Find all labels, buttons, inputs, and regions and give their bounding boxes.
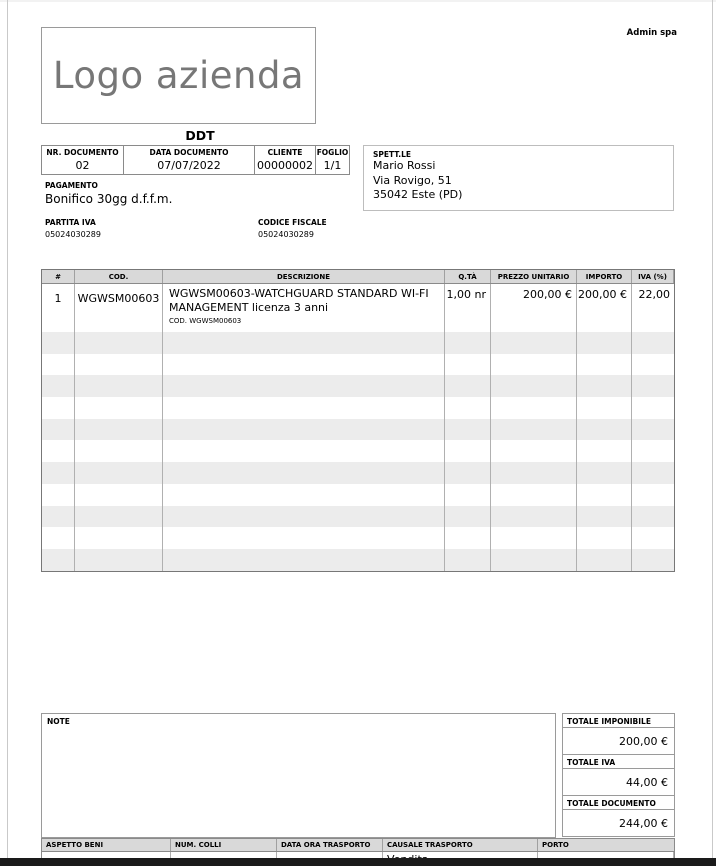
item-row: [42, 284, 674, 332]
col-header-cod: COD.: [75, 270, 163, 283]
carriage-label: PORTO: [542, 841, 569, 849]
item-num: 1: [42, 284, 75, 332]
items-table: [41, 269, 675, 572]
document-info-table: [41, 145, 350, 175]
col-header-amount: IMPORTO: [577, 270, 632, 283]
company-logo-box: [41, 27, 316, 124]
doc-date-value: 07/07/2022: [157, 159, 221, 172]
transport-datetime-label: DATA ORA TRASPORTO: [277, 839, 383, 851]
item-qty: 1,00 nr: [445, 284, 491, 332]
doc-date-field: [124, 146, 255, 174]
empty-item-row: [42, 375, 674, 397]
packages-count-label: NUM. COLLI: [171, 839, 277, 851]
client-code-value: 00000002: [257, 159, 313, 172]
notes-box: [41, 713, 556, 838]
total-taxable-label: TOTALE IMPONIBILE: [562, 713, 675, 728]
empty-item-row: [42, 462, 674, 484]
page-count-value: 1/1: [323, 159, 342, 172]
totals-section: [562, 713, 675, 838]
vat-number-block: [45, 218, 101, 239]
recipient-box: [363, 145, 674, 211]
item-amount: 200,00 €: [577, 284, 632, 332]
item-description: [163, 284, 445, 332]
recipient-label: SPETT.LE: [373, 150, 412, 159]
empty-item-row: [42, 332, 674, 354]
recipient-city: 35042 Este (PD): [373, 188, 463, 201]
notes-label: NOTE: [47, 717, 70, 726]
client-code-label: CLIENTE: [267, 148, 303, 157]
page-top-edge: [0, 0, 716, 2]
col-header-desc: DESCRIZIONE: [163, 270, 445, 283]
company-logo-placeholder: Logo azienda: [52, 54, 305, 97]
col-header-unit-price: PREZZO UNITARIO: [491, 270, 577, 283]
transport-header-row: [42, 839, 674, 852]
payment-value: Bonifico 30gg d.f.f.m.: [45, 192, 173, 206]
total-vat-label: TOTALE IVA: [562, 754, 675, 769]
item-unit-price: 200,00 €: [491, 284, 577, 332]
recipient-street: Via Rovigo, 51: [373, 173, 452, 187]
empty-item-row: [42, 419, 674, 441]
col-header-vat: IVA (%): [632, 270, 674, 283]
total-vat-value: 44,00 €: [562, 769, 675, 795]
empty-item-row: [42, 506, 674, 528]
page-count-field: [316, 146, 349, 174]
payment-label: PAGAMENTO: [45, 181, 98, 190]
vat-number-label: PARTITA IVA: [45, 218, 96, 227]
fiscal-code-label: CODICE FISCALE: [258, 218, 327, 227]
vat-number-value: 05024030289: [45, 230, 101, 239]
item-vat: 22,00: [638, 288, 670, 301]
empty-item-row: [42, 549, 674, 571]
empty-item-row: [42, 484, 674, 506]
doc-number-value: 02: [75, 159, 90, 172]
goods-appearance-label: ASPETTO BENI: [42, 839, 171, 851]
item-description-code: COD. WGWSM00603: [169, 317, 242, 325]
document-type-title: DDT: [185, 128, 215, 143]
total-document-value: 244,00 €: [562, 810, 675, 837]
items-empty-rows: [42, 332, 674, 571]
client-code-field: [255, 146, 316, 174]
empty-item-row: [42, 527, 674, 549]
page-right-edge: [712, 0, 713, 858]
doc-number-label: NR. DOCUMENTO: [46, 148, 119, 157]
col-header-qty: Q.TÀ: [445, 270, 491, 283]
item-description-text: WGWSM00603-WATCHGUARD STANDARD WI-FI MANAGEMENT licenza 3 anni: [169, 287, 429, 314]
col-header-num: #: [42, 270, 75, 283]
fiscal-code-value: 05024030289: [258, 230, 314, 239]
company-name: Admin spa: [626, 28, 677, 38]
empty-item-row: [42, 354, 674, 376]
transport-reason-label: CAUSALE TRASPORTO: [383, 839, 538, 851]
page-count-label: FOGLIO: [316, 148, 349, 157]
doc-number-field: [42, 146, 124, 174]
items-table-header: [42, 270, 674, 284]
page-left-edge: [7, 0, 8, 858]
total-taxable-value: 200,00 €: [562, 728, 675, 754]
fiscal-code-block: [258, 218, 327, 239]
payment-block: [45, 181, 172, 206]
recipient-name: Mario Rossi: [373, 159, 436, 172]
item-code: WGWSM00603: [75, 284, 163, 332]
viewport-bottom-bar: [0, 858, 716, 866]
total-document-label: TOTALE DOCUMENTO: [562, 795, 675, 810]
doc-date-label: DATA DOCUMENTO: [149, 148, 229, 157]
empty-item-row: [42, 440, 674, 462]
empty-item-row: [42, 397, 674, 419]
